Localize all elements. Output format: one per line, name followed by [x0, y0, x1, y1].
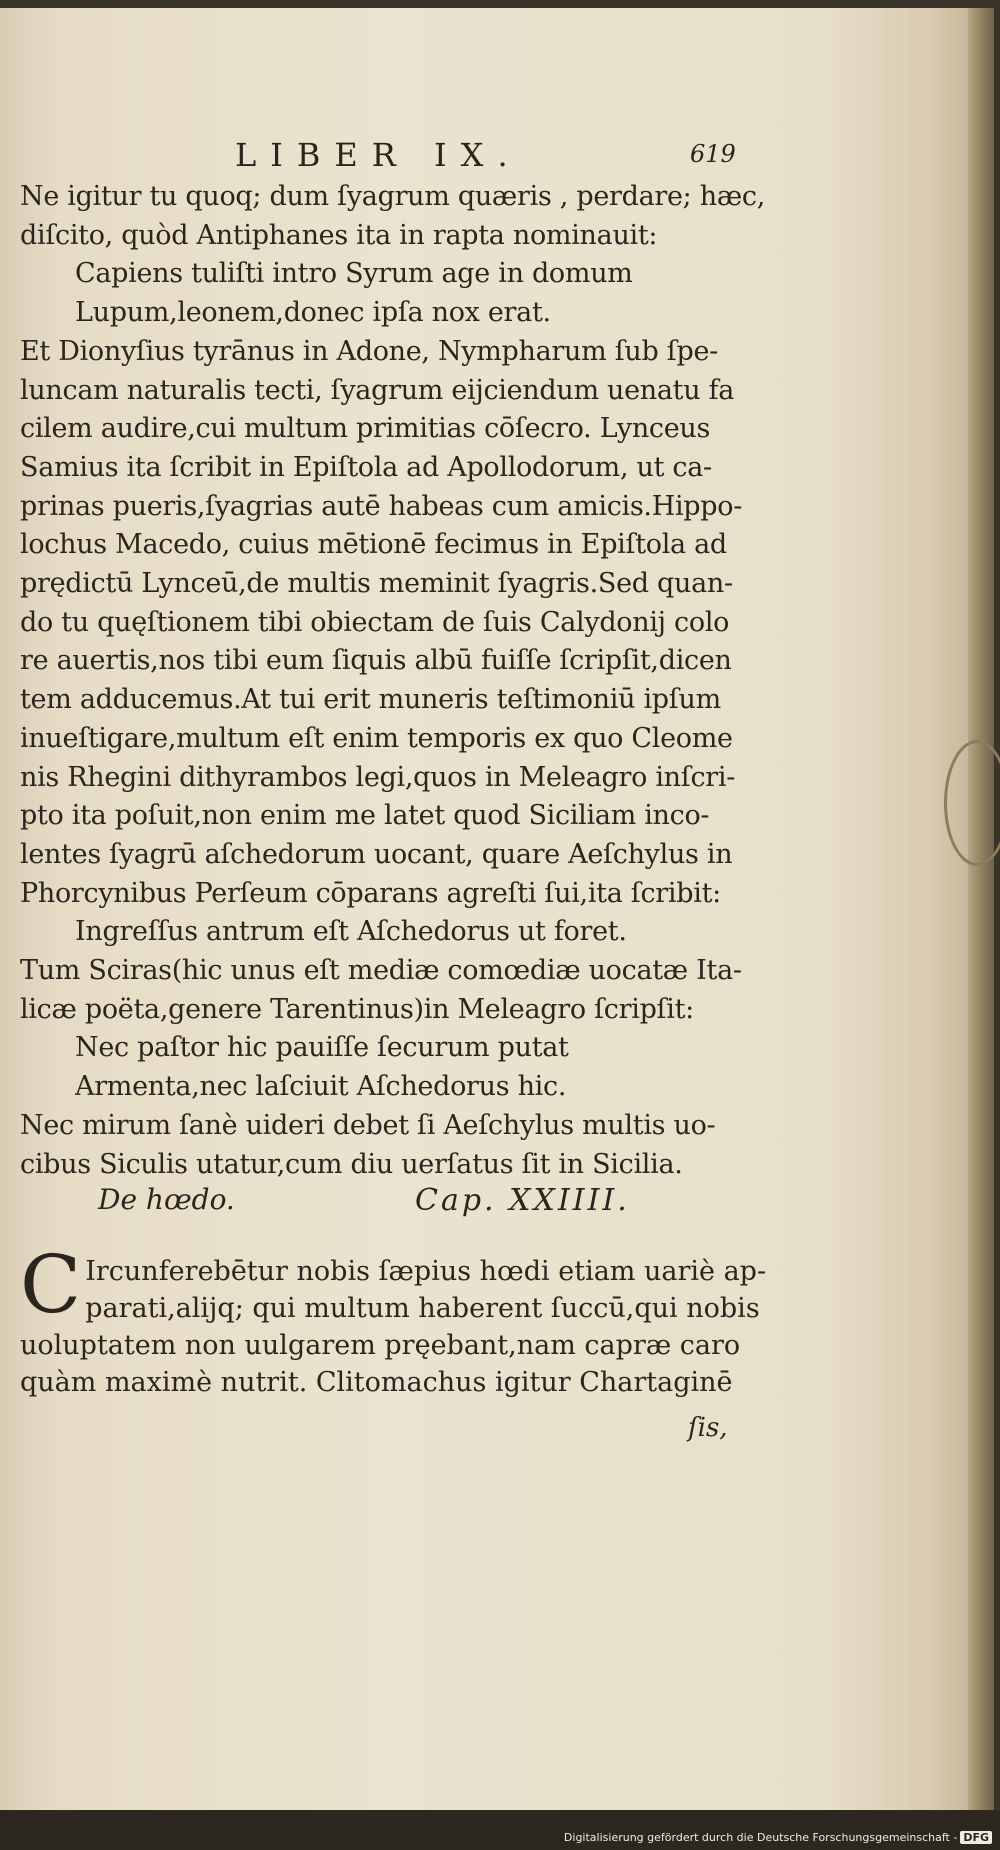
running-head-title: LIBER IX.: [235, 136, 522, 174]
text-line: nis Rhegini dithyrambos legi,quos in Meleagro inſcri-: [20, 761, 736, 793]
text-line: Capiens tuliſti intro Syrum age in domum: [75, 258, 633, 290]
dfg-logo-icon: DFG: [960, 1831, 992, 1844]
text-line: Armenta,nec laſciuit Aſchedorus hic.: [75, 1071, 567, 1103]
chapter-line: quàm maximè nutrit. Clitomachus igitur Chartaginē: [20, 1367, 733, 1398]
text-line: licæ poëta,genere Tarentinus)in Meleagro ſcripſit:: [20, 993, 694, 1025]
chapter-title: De hœdo.: [98, 1183, 235, 1216]
text-line: Ingreſſus antrum eſt Aſchedorus ut foret.: [75, 916, 627, 948]
text-line: diſcito, quòd Antiphanes ita in rapta nominauit:: [20, 219, 658, 251]
text-line: Samius ita ſcribit in Epiſtola ad Apollodorum, ut ca-: [20, 451, 712, 483]
text-line: Nec paſtor hic pauiſſe ſecurum putat: [75, 1032, 569, 1064]
chapter-text: [20, 1238, 767, 1401]
text-line: lentes ſyagrū aſchedorum uocant, quare Aeſchylus in: [20, 838, 733, 870]
text-line: Ne igitur tu quoq; dum ſyagrum quæris , perdare; hæc,: [20, 181, 766, 212]
text-line: cilem audire,cui multum primitias cōſecro. Lynceus: [20, 413, 711, 445]
text-line: prinas pueris,ſyagrias autē habeas cum amicis.Hippo-: [20, 490, 743, 522]
text-line: inueſtigare,multum eſt enim temporis ex quo Cleome: [20, 722, 733, 754]
credit-text: Digitalisierung gefördert durch die Deutsche Forschungsgemeinschaft -: [563, 1831, 958, 1844]
text-line: luncam naturalis tecti, ſyagrum eijciendum uenatu fa: [20, 374, 735, 406]
text-line: tem adducemus.At tui erit muneris teſtimoniū ipſum: [20, 684, 721, 716]
digitization-credit: [564, 1831, 992, 1844]
page-number: 619: [690, 140, 736, 168]
chapter-heading: [20, 1183, 720, 1225]
text-line: do tu quęſtionem tibi obiectam de ſuis Calydonij colo: [20, 606, 730, 638]
text-line: pto ita poſuit,non enim me latet quod Siciliam inco-: [20, 800, 710, 832]
chapter-line: Ircunferebētur nobis ſæpius hœdi etiam uariè ap-: [85, 1256, 767, 1287]
text-line: re auertis,nos tibi eum ſiquis albū fuiſſe ſcripſit,dicen: [20, 645, 732, 677]
book-page: [0, 8, 968, 1810]
running-head: [0, 136, 968, 176]
text-line: prędictū Lynceū,de multis meminit ſyagris.Sed quan-: [20, 568, 733, 600]
catchword: ſis,: [688, 1413, 728, 1443]
text-line: Nec mirum ſanè uideri debet ſi Aeſchylus multis uo-: [20, 1109, 716, 1141]
text-line: Tum Sciras(hic unus eſt mediæ comœdiæ uocatæ Ita-: [20, 955, 742, 987]
body-text: [20, 178, 766, 1184]
text-line: Lupum,leonem,donec ipſa nox erat.: [75, 297, 551, 329]
chapter-line: parati,alijq; qui multum haberent ſuccū,qui nobis: [85, 1293, 760, 1324]
page-fore-edge: [968, 8, 994, 1810]
text-line: Et Dionyſius tyrānus in Adone, Nympharum ſub ſpe-: [20, 335, 718, 367]
text-line: cibus Siculis utatur,cum diu uerſatus ſit in Sicilia.: [20, 1148, 683, 1180]
chapter-number: Cap. XXIIII.: [415, 1183, 630, 1218]
drop-capital: C: [20, 1238, 82, 1331]
chapter-line: uoluptatem non uulgarem pręebant,nam capræ caro: [20, 1330, 741, 1361]
text-line: Phorcynibus Perſeum cōparans agreſti ſui,ita ſcribit:: [20, 877, 721, 909]
footer-bar: [0, 1810, 1000, 1850]
text-line: lochus Macedo, cuius mētionē fecimus in Epiſtola ad: [20, 529, 727, 561]
